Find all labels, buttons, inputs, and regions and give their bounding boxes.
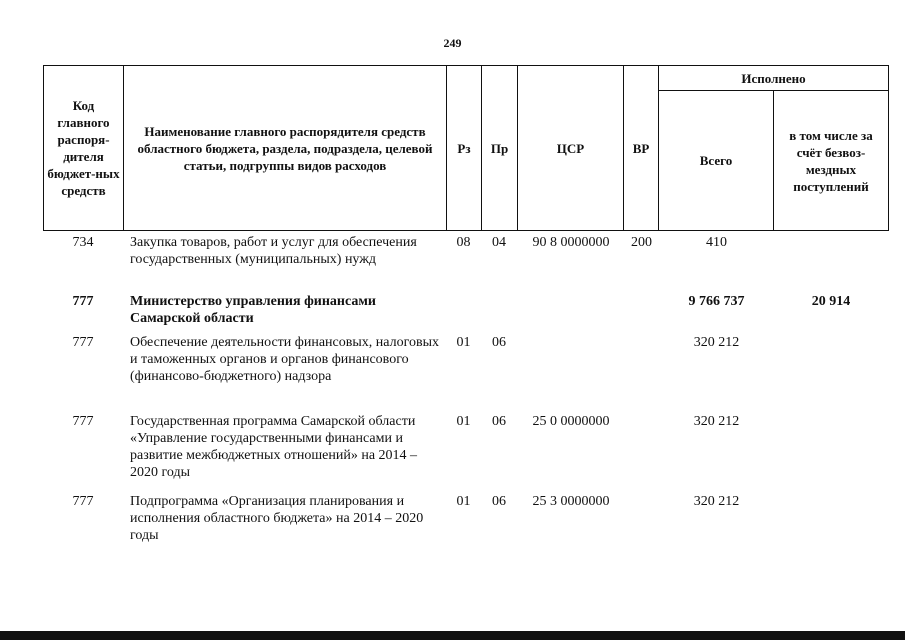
row-code: 777 (72, 414, 94, 429)
header-total: Всего (659, 91, 774, 231)
page-number: 249 (443, 36, 462, 50)
row-free: 20 914 (811, 294, 851, 309)
table-header (43, 65, 889, 231)
row-total: 9 766 737 (688, 294, 745, 309)
header-rz: Рз (447, 66, 482, 231)
header-free-receipts: в том числе за счёт безвоз-мездных поступлений (774, 91, 889, 231)
row-rz: 01 (456, 335, 471, 350)
header-pr: Пр (482, 66, 518, 231)
row-csr: 25 0 0000000 (532, 414, 610, 429)
header-vr: ВР (624, 66, 659, 231)
row-name: Закупка товаров, работ и услуг для обеспечения государственных (муниципальных) нужд (130, 235, 417, 267)
header-code: Код главного распоря-дителя бюджет-ных средств (44, 66, 124, 231)
row-total: 320 212 (693, 414, 740, 429)
row-name: Подпрограмма «Организация планирования и исполнения областного бюджета» на 2014 – 2020 годы (130, 494, 424, 543)
row-csr: 90 8 0000000 (532, 235, 610, 250)
row-total: 320 212 (693, 494, 740, 509)
row-code: 777 (72, 494, 94, 509)
row-pr: 06 (492, 494, 506, 509)
header-executed: Исполнено (659, 66, 889, 91)
row-total: 320 212 (693, 335, 740, 350)
row-rz: 08 (456, 235, 471, 250)
row-code: 777 (72, 335, 94, 350)
row-csr: 25 3 0000000 (532, 494, 610, 509)
row-rz: 01 (456, 494, 471, 509)
row-code: 777 (72, 294, 94, 309)
header-csr: ЦСР (518, 66, 624, 231)
scan-bottom-edge (0, 631, 905, 640)
row-vr: 200 (631, 235, 652, 250)
row-name: Государственная программа Самарской области «Управление государственными финансами и развитие межбюджетных отношений» на 2014 – 2020 годы (130, 414, 418, 480)
row-total: 410 (706, 235, 727, 250)
header-name: Наименование главного распорядителя средств областного бюджета, раздела, подраздела, целевой статьи, подгруппы видов расходов (124, 66, 447, 231)
row-pr: 04 (492, 235, 506, 250)
row-rz: 01 (456, 414, 471, 429)
row-pr: 06 (492, 414, 506, 429)
row-code: 734 (72, 235, 94, 250)
row-pr: 06 (492, 335, 506, 350)
row-name: Министерство управления финансами Самарской области (130, 294, 376, 326)
row-name: Обеспечение деятельности финансовых, налоговых и таможенных органов и органов финансового (финансово-бюджетного) надзора (130, 335, 439, 384)
